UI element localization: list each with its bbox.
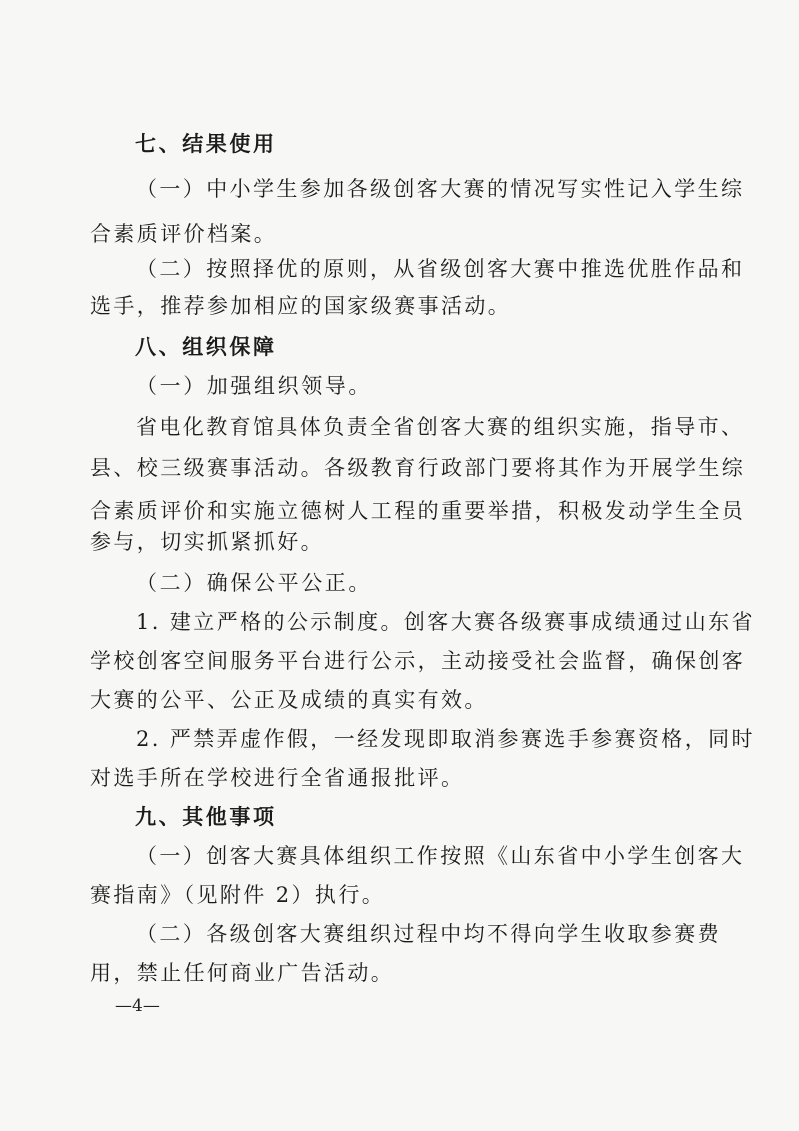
text-line-17: 对选手所在学校进行全省通报批评。: [90, 766, 465, 790]
text-line-11: 参与，切实抓紧抓好。: [90, 530, 324, 554]
text-line-3: 合素质评价档案。: [90, 222, 278, 246]
text-line-13: 1. 建立严格的公示制度。创客大赛各级赛事成绩通过山东省: [136, 610, 755, 634]
text-line-8: 省电化教育馆具体负责全省创客大赛的组织实施，指导市、: [136, 415, 745, 439]
text-line-21: （二）各级创客大赛组织过程中均不得向学生收取参赛费: [136, 922, 721, 946]
page-number: —4—: [115, 996, 160, 1016]
text-line-22: 用，禁止任何商业广告活动。: [90, 961, 395, 985]
text-line-10: 合素质评价和实施立德树人工程的重要举措，积极发动学生全员: [90, 499, 746, 523]
text-line-4: （二）按照择优的原则，从省级创客大赛中推选优胜作品和: [136, 257, 745, 281]
text-line-18: 九、其他事项: [135, 805, 277, 829]
text-line-19: （一）创客大赛具体组织工作按照《山东省中小学生创客大: [136, 844, 745, 868]
text-line-7: （一）加强组织领导。: [136, 374, 372, 398]
text-line-6: 八、组织保障: [135, 335, 277, 359]
text-line-9: 县、校三级赛事活动。各级教育行政部门要将其作为开展学生综: [90, 456, 746, 480]
text-line-5: 选手，推荐参加相应的国家级赛事活动。: [90, 294, 512, 318]
text-line-12: （二）确保公平公正。: [136, 571, 372, 595]
text-line-14: 学校创客空间服务平台进行公示，主动接受社会监督，确保创客: [90, 649, 746, 673]
text-line-16: 2. 严禁弄虚作假，一经发现即取消参赛选手参赛资格，同时: [136, 727, 755, 751]
text-line-20: 赛指南》（见附件 2）执行。: [90, 883, 386, 907]
text-line-2: （一）中小学生参加各级创客大赛的情况写实性记入学生综: [136, 177, 745, 201]
text-line-15: 大赛的公平、公正及成绩的真实有效。: [90, 688, 488, 712]
text-line-1: 七、结果使用: [135, 132, 277, 156]
